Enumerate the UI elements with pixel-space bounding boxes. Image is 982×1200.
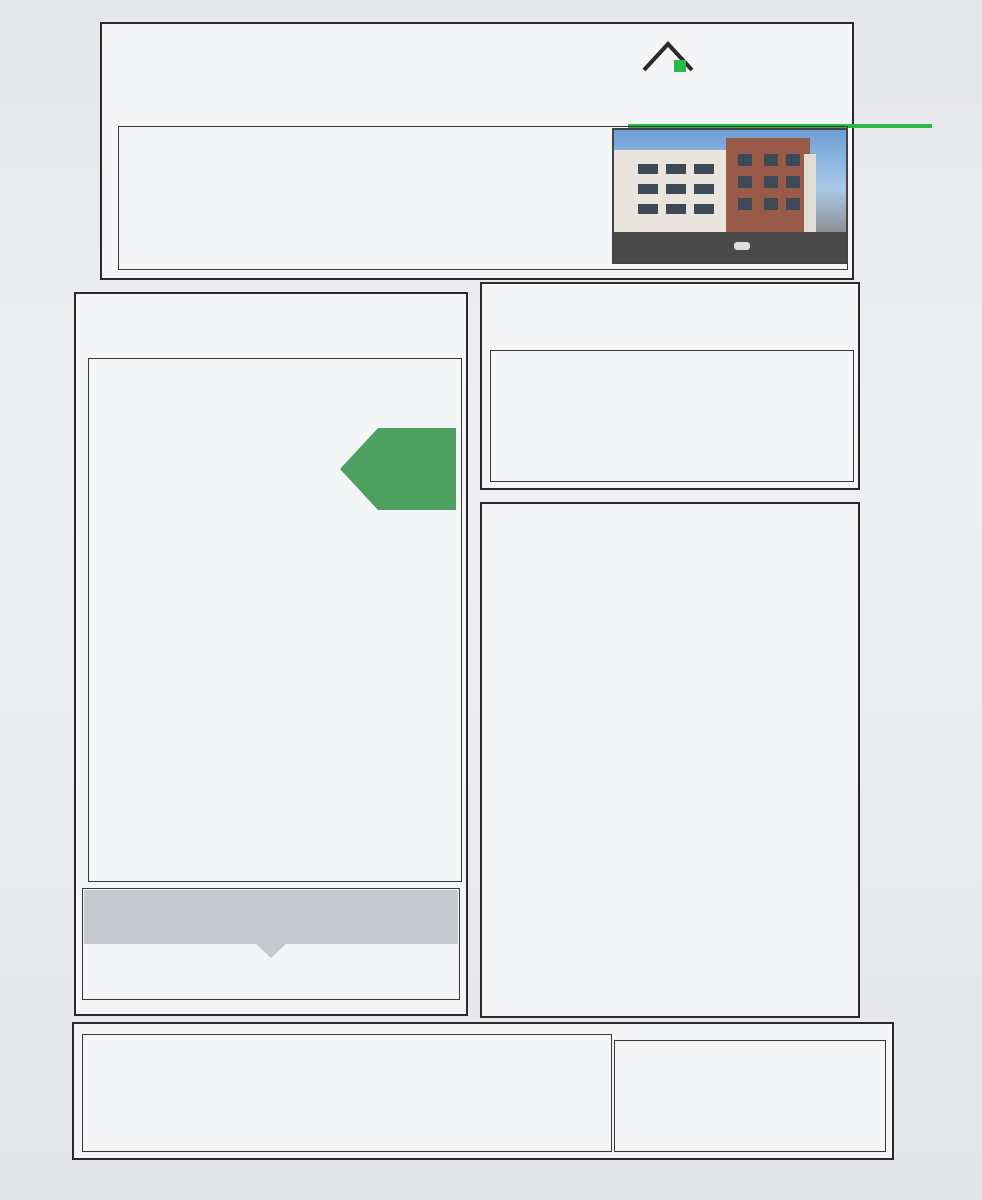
requirements-header [84, 890, 458, 944]
site-logo [628, 72, 938, 132]
footer-left-panel [82, 1034, 612, 1152]
energy-pie-chart [716, 352, 846, 482]
house-logo-icon [638, 38, 698, 78]
indicators-box [480, 502, 860, 1018]
building-photo [612, 128, 848, 264]
building-illustration [614, 130, 846, 262]
footer-right-panel [614, 1040, 886, 1152]
requirements-pointer [256, 944, 286, 958]
result-arrow [340, 428, 458, 510]
